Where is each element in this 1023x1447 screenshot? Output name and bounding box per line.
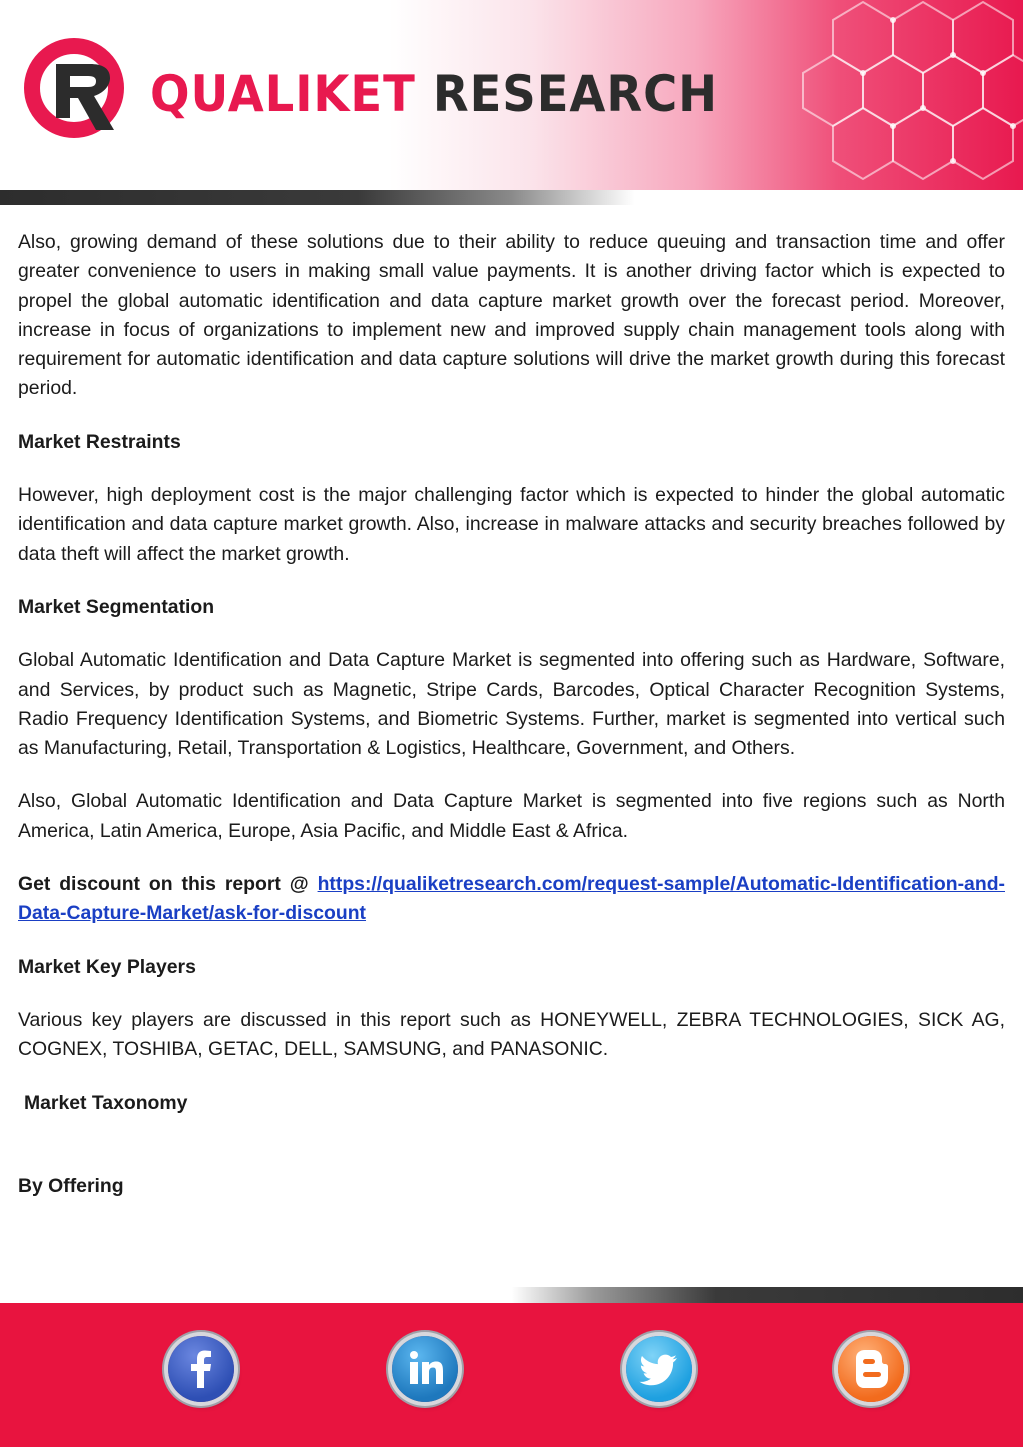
qualiket-logo-icon xyxy=(22,34,134,146)
blogger-icon xyxy=(842,1340,900,1398)
linkedin-button[interactable] xyxy=(392,1336,458,1402)
key-players-paragraph: Various key players are discussed in this report such as HONEYWELL, ZEBRA TECHNOLOGIES, SICK AG, COGNEX, TOSHIBA, GETAC, DELL, SAMSUNG, and PANASONIC. xyxy=(18,1008,1005,1061)
segmentation-heading: Market Segmentation xyxy=(18,595,215,618)
facebook-button[interactable] xyxy=(168,1336,234,1402)
twitter-icon xyxy=(630,1340,688,1398)
discount-paragraph xyxy=(18,870,1005,929)
footer-divider-bar xyxy=(0,1287,1023,1303)
restraints-heading: Market Restraints xyxy=(18,430,181,453)
segmentation-paragraph: Global Automatic Identification and Data Capture Market is segmented into offering such as Hardware, Software, and Services, by product such as Magnetic, Stripe Cards, Barcodes, Optical Character Recognition Systems, Radio Frequency Identification Systems, and Biometric Systems. Further, market is segmented into vertical such as Manufacturing, Retail, Transportation & Logistics, Healthcare, Government, and Others. xyxy=(18,649,1005,760)
regions-paragraph: Also, Global Automatic Identification and Data Capture Market is segmented into five regions such as North America, Latin America, Europe, Asia Pacific, and Middle East & Africa. xyxy=(18,790,1005,842)
discount-link[interactable]: https://qualiketresearch.com/request-sample/Automatic-Identification-and-Data-Capture-Market/ask-for-discount xyxy=(18,873,1005,925)
intro-paragraph: Also, growing demand of these solutions due to their ability to reduce queuing and transaction time and offer greater convenience to users in making small value payments. It is another driving factor which is expected to propel the global automatic identification and data capture market growth over the forecast period. Moreover, increase in focus of organizations to implement new and improved supply chain management tools along with requirement for automatic identification and data capture solutions will drive the market growth during this forecast period. xyxy=(18,231,1005,400)
page-header xyxy=(0,0,1023,205)
header-divider-bar xyxy=(0,190,1023,205)
facebook-icon xyxy=(172,1340,230,1398)
blogger-button[interactable] xyxy=(838,1336,904,1402)
discount-label: Get discount on this report @ xyxy=(18,873,318,896)
taxonomy-heading: Market Taxonomy xyxy=(24,1091,188,1114)
brand-wordmark xyxy=(150,64,718,124)
document-body xyxy=(18,228,1005,1225)
brand-suffix: RESEARCH xyxy=(432,65,718,123)
twitter-button[interactable] xyxy=(626,1336,692,1402)
key-players-heading: Market Key Players xyxy=(18,955,196,978)
by-offering-heading: By Offering xyxy=(18,1174,124,1197)
linkedin-icon xyxy=(396,1340,454,1398)
restraints-paragraph: However, high deployment cost is the major challenging factor which is expected to hinder the global automatic identification and data capture market growth. Also, increase in malware attacks and security breaches followed by data theft will affect the market growth. xyxy=(18,484,1005,565)
brand-name: QUALIKET xyxy=(150,65,416,123)
